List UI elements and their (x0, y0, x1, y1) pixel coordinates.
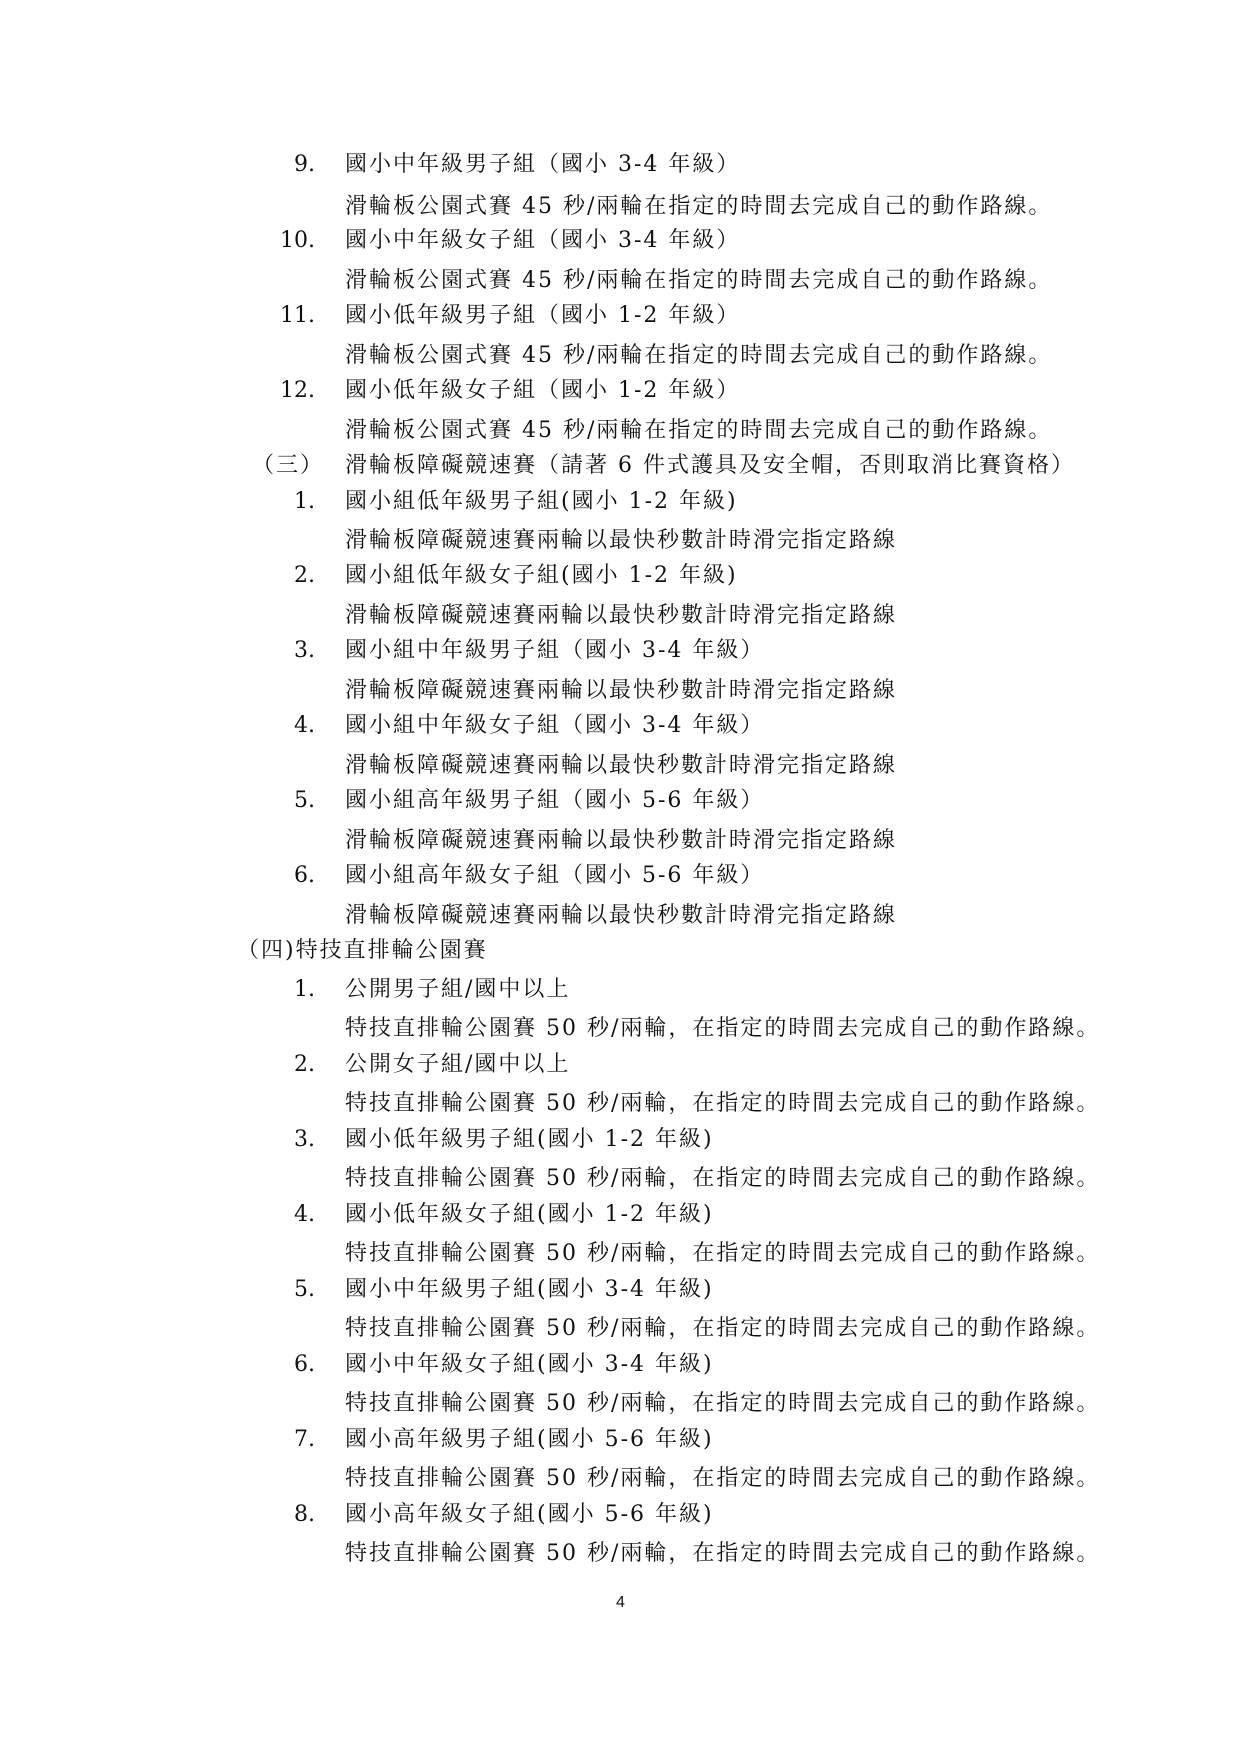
list-item-desc: 特技直排輪公園賽 50 秒/兩輪，在指定的時間去完成自己的動作路線。 (345, 1091, 1101, 1116)
list-item-title: 國小組中年級女子組（國小 3-4 年級） (345, 713, 765, 738)
list-item-title: 國小組低年級男子組(國小 1-2 年級) (345, 489, 738, 514)
list-item-number: 11. (280, 303, 315, 328)
list-item-number: 4. (294, 713, 315, 738)
list-item-desc: 滑輪板障礙競速賽兩輪以最快秒數計時滑完指定路線 (345, 903, 898, 928)
list-item-desc: 滑輪板公園式賽 45 秒/兩輪在指定的時間去完成自己的動作路線。 (345, 268, 1053, 293)
list-item-desc: 滑輪板公園式賽 45 秒/兩輪在指定的時間去完成自己的動作路線。 (345, 418, 1053, 443)
list-item-desc: 滑輪板障礙競速賽兩輪以最快秒數計時滑完指定路線 (345, 528, 898, 553)
page-number: 4 (616, 1594, 625, 1611)
list-item-number: 7. (294, 1427, 315, 1452)
list-item-number: 12. (280, 378, 315, 403)
list-item-title: 國小中年級女子組(國小 3-4 年級) (345, 1352, 714, 1377)
list-item-title: 國小中年級男子組（國小 3-4 年級） (345, 152, 741, 177)
list-item-title: 國小組高年級女子組（國小 5-6 年級） (345, 863, 765, 888)
list-item-desc: 特技直排輪公園賽 50 秒/兩輪，在指定的時間去完成自己的動作路線。 (345, 1541, 1101, 1566)
list-item-title: 國小組低年級女子組(國小 1-2 年級) (345, 563, 738, 588)
list-item-title: 公開女子組/國中以上 (345, 1052, 571, 1077)
list-item-number: 2. (294, 1052, 315, 1077)
list-item-number: 9. (294, 152, 315, 177)
list-item-title: 國小高年級男子組(國小 5-6 年級) (345, 1427, 714, 1452)
list-item-number: 6. (294, 1352, 315, 1377)
list-item-desc: 特技直排輪公園賽 50 秒/兩輪，在指定的時間去完成自己的動作路線。 (345, 1316, 1101, 1341)
list-item-desc: 滑輪板公園式賽 45 秒/兩輪在指定的時間去完成自己的動作路線。 (345, 194, 1053, 219)
list-item-number: 3. (294, 1127, 315, 1152)
list-item-number: 10. (280, 228, 315, 253)
list-item-number: 5. (294, 788, 315, 813)
list-item-desc: 滑輪板障礙競速賽兩輪以最快秒數計時滑完指定路線 (345, 678, 898, 703)
section-label: （三） (252, 453, 325, 478)
list-item-desc: 滑輪板障礙競速賽兩輪以最快秒數計時滑完指定路線 (345, 828, 898, 853)
list-item-number: 4. (294, 1202, 315, 1227)
list-item-number: 2. (294, 563, 315, 588)
list-item-title: 國小低年級女子組（國小 1-2 年級） (345, 378, 741, 403)
list-item-desc: 特技直排輪公園賽 50 秒/兩輪，在指定的時間去完成自己的動作路線。 (345, 1016, 1101, 1041)
list-item-desc: 滑輪板障礙競速賽兩輪以最快秒數計時滑完指定路線 (345, 753, 898, 778)
list-item-title: 國小低年級男子組(國小 1-2 年級) (345, 1127, 714, 1152)
list-item-desc: 特技直排輪公園賽 50 秒/兩輪，在指定的時間去完成自己的動作路線。 (345, 1391, 1101, 1416)
section-title: （四)特技直排輪公園賽 (237, 938, 488, 963)
list-item-number: 1. (294, 977, 315, 1002)
list-item-title: 公開男子組/國中以上 (345, 977, 571, 1002)
section-title: 滑輪板障礙競速賽（請著 6 件式護具及安全帽，否則取消比賽資格） (345, 453, 1075, 478)
list-item-title: 國小組中年級男子組（國小 3-4 年級） (345, 638, 765, 663)
list-item-title: 國小高年級女子組(國小 5-6 年級) (345, 1502, 714, 1527)
list-item-desc: 滑輪板公園式賽 45 秒/兩輪在指定的時間去完成自己的動作路線。 (345, 343, 1053, 368)
list-item-desc: 特技直排輪公園賽 50 秒/兩輪，在指定的時間去完成自己的動作路線。 (345, 1166, 1101, 1191)
list-item-desc: 特技直排輪公園賽 50 秒/兩輪，在指定的時間去完成自己的動作路線。 (345, 1241, 1101, 1266)
list-item-number: 5. (294, 1277, 315, 1302)
list-item-number: 8. (294, 1502, 315, 1527)
list-item-number: 1. (294, 489, 315, 514)
list-item-title: 國小中年級女子組（國小 3-4 年級） (345, 228, 741, 253)
list-item-desc: 滑輪板障礙競速賽兩輪以最快秒數計時滑完指定路線 (345, 603, 898, 628)
list-item-title: 國小低年級女子組(國小 1-2 年級) (345, 1202, 714, 1227)
list-item-title: 國小低年級男子組（國小 1-2 年級） (345, 303, 741, 328)
list-item-number: 3. (294, 638, 315, 663)
list-item-title: 國小組高年級男子組（國小 5-6 年級） (345, 788, 765, 813)
list-item-desc: 特技直排輪公園賽 50 秒/兩輪，在指定的時間去完成自己的動作路線。 (345, 1466, 1101, 1491)
list-item-number: 6. (294, 863, 315, 888)
list-item-title: 國小中年級男子組(國小 3-4 年級) (345, 1277, 714, 1302)
